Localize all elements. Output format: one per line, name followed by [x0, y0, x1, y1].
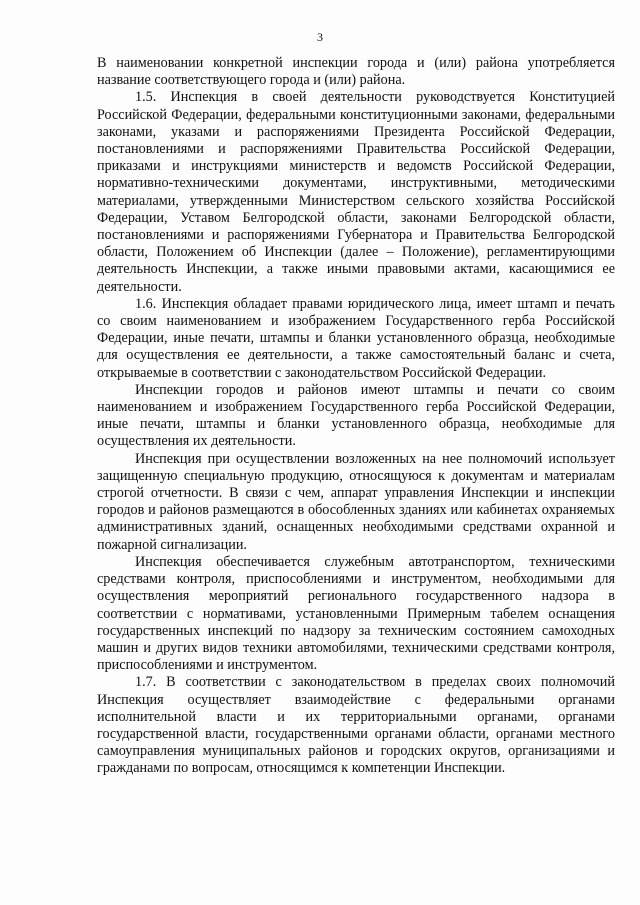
paragraph-1-7-cooperation: 1.7. В соответствии с законодательством в пределах своих полномочий Инспекция осуществляет взаимодействие с федеральными органами исполнительной власти и их территориальными органами, органами государственной власти, государственными органами области, органами местного самоуправления муниципальных районов и городских округов, организациями и гражданами по вопросам, относящимся к компетенции Инспекции. — [97, 674, 615, 777]
document-body — [97, 55, 615, 778]
paragraph-protected-products: Инспекция при осуществлении возложенных на нее полномочий использует защищенную специальную продукцию, относящуюся к документам и материалам строгой отчетности. В связи с чем, аппарат управления Инспекции и инспекции городов и районов размещаются в обособленных зданиях или кабинетах охраняемых административных зданий, оснащенных необходимыми средствами охранной и пожарной сигнализации. — [97, 450, 615, 553]
page-number: 3 — [317, 30, 323, 44]
paragraph-1-6-legal-entity: 1.6. Инспекция обладает правами юридического лица, имеет штамп и печать со своим наименованием и изображением Государственного герба Российской Федерации, иные печати, штампы и бланки установленного образца, необходимые для осуществления ее деятельности, а также самостоятельный баланс и счета, открываемые в соответствии с законодательством Российской Федерации. — [97, 295, 615, 381]
paragraph-1-5-legal-basis: 1.5. Инспекция в своей деятельности руководствуется Конституцией Российской Федерации, федеральными конституционными законами, федеральными законами, указами и распоряжениями Президента Российской Федерации, постановлениями и распоряжениями Правительства Российской Федерации, приказами и инструкциями министерств и ведомств Российской Федерации, нормативно-техническими документами, инструктивными, методическими материалами, утвержденными Министерством сельского хозяйства Российской Федерации, Уставом Белгородской области, законами Белгородской области, постановлениями и распоряжениями Губернатора и Правительства Белгородской области, Положением об Инспекции (далее – Положение), регламентирующими деятельность Инспекции, а также иными правовыми актами, касающимися ее деятельности. — [97, 89, 615, 295]
paragraph-city-district-stamps: Инспекции городов и районов имеют штампы и печати со своим наименованием и изображением Государственного герба Российской Федерации, иные печати, штампы и бланки установленного образца, необходимые для осуществления их деятельности. — [97, 381, 615, 450]
paragraph-naming: В наименовании конкретной инспекции города и (или) района употребляется название соответствующего города и (или) района. — [97, 55, 615, 89]
paragraph-equipment: Инспекция обеспечивается служебным автотранспортом, техническими средствами контроля, приспособлениями и инструментом, необходимыми для осуществления мероприятий регионального государственного надзора в соответствии с нормативами, установленными Примерным табелем оснащения государственных инспекций по надзору за техническим состоянием самоходных машин и других видов техники автомобилями, техническими средствами контроля, приспособлениями и инструментом. — [97, 553, 615, 674]
